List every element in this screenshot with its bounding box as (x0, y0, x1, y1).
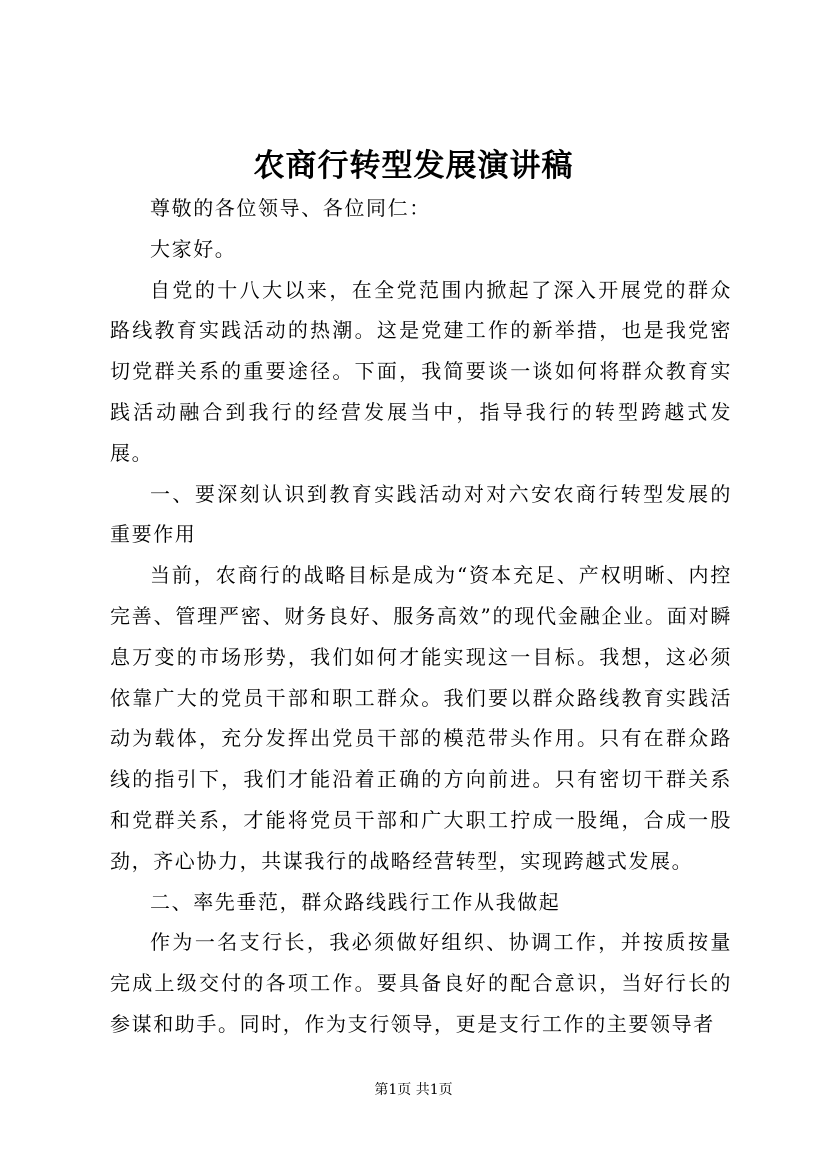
section-heading-2: 二、率先垂范，群众路线践行工作从我做起 (150, 889, 561, 914)
section-heading-1: 一、要深刻认识到教育实践活动对对六安农商行转型发展的重要作用 (110, 481, 732, 547)
document-title: 农商行转型发展演讲稿 (253, 148, 574, 184)
document-body (110, 188, 732, 1045)
page-footer: 第1页 共1页 (374, 1082, 453, 1098)
greeting: 大家好。 (150, 236, 237, 261)
paragraph-intro: 自党的十八大以来，在全党范围内掀起了深入开展党的群众路线教育实践活动的热潮。这是党建工作的新举措，也是我党密切党群关系的重要途径。下面，我简要谈一谈如何将群众教育实践活动融合到我行的经营发展当中，指导我行的转型跨越式发展。 (110, 277, 732, 465)
salutation: 尊敬的各位领导、各位同仁： (150, 196, 431, 220)
paragraph-strategy: 当前，农商行的战略目标是成为“资本充足、产权明晰、内控完善、管理严密、财务良好、服务高效”的现代金融企业。面对瞬息万变的市场形势，我们如何才能实现这一目标。我想，这必须依靠广大的党员干部和职工群众。我们要以群众路线教育实践活动为载体，充分发挥出党员干部的模范带头作用。只有在群众路线的指引下，我们才能沿着正确的方向前进。只有密切干群关系和党群关系，才能将党员干部和广大职工拧成一股绳，合成一股劲，齐心协力，共谋我行的战略经营转型，实现跨越式发展。 (110, 563, 732, 873)
paragraph-role: 作为一名支行长，我必须做好组织、协调工作，并按质按量完成上级交付的各项工作。要具备良好的配合意识，当好行长的参谋和助手。同时，作为支行领导，更是支行工作的主要领导者 (110, 930, 732, 1036)
